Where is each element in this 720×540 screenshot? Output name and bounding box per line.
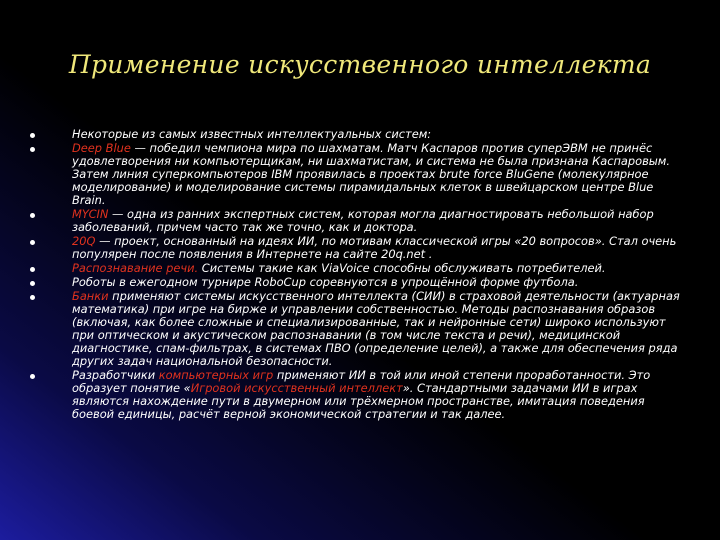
list-item — [28, 235, 690, 261]
list-item — [28, 290, 690, 368]
item-text: Роботы в ежегодном турнире RoboCup соревнуются в упрощённой форме футбола. — [72, 275, 579, 289]
list-item — [28, 142, 690, 207]
item-text: Некоторые из самых известных интеллектуальных систем: — [72, 127, 432, 141]
highlight-term: Распознавание речи. — [72, 261, 199, 275]
item-text: применяют ИИ в той или иной степени проработанности. Это образует понятие « — [72, 368, 651, 395]
bullet-dot-icon — [30, 213, 35, 218]
list-item — [28, 369, 690, 421]
list-item — [28, 276, 690, 289]
highlight-term: Deep Blue — [72, 141, 131, 155]
bullet-dot-icon — [30, 374, 35, 379]
highlight-term: Игровой искусственный интеллект — [190, 381, 403, 395]
bullet-dot-icon — [30, 240, 35, 245]
bullet-dot-icon — [30, 133, 35, 138]
bullet-dot-icon — [30, 295, 35, 300]
item-text: — проект, основанный на идеях ИИ, по мотивам классической игры «20 вопросов». Стал очень популярен после появления в Интернете на сайте 20q.net . — [72, 234, 677, 261]
item-text: ». Стандартными задачами ИИ в играх являются нахождение пути в двумерном или трёхмерном пространстве, имитация поведения боевой единицы, расчёт верной экономической стратегии и так далее. — [72, 381, 645, 421]
item-text: — победил чемпиона мира по шахматам. Матч Каспаров против суперЭВМ не принёс удовлетворения ни компьютерщикам, ни шахматистам, и система не была признана Каспаровым. Затем линия суперкомпьютеров IBM проявилась в проектах brute force BluGene (молекулярное моделирование) и моделирование системы пирамидальных клеток в швейцарском центре Blue Brain. — [72, 141, 671, 207]
bullet-dot-icon — [30, 281, 35, 286]
highlight-term: компьютерных игр — [158, 368, 274, 382]
highlight-term: Банки — [72, 289, 109, 303]
item-text: — одна из ранних экспертных систем, которая могла диагностировать небольшой набор заболеваний, причем часто так же точно, как и доктора. — [72, 207, 654, 234]
list-item — [28, 208, 690, 234]
item-text: Системы такие как ViaVoice способны обслуживать потребителей. — [198, 261, 606, 275]
item-text: применяют системы искусственного интеллекта (СИИ) в страховой деятельности (актуарная математика) при игре на бирже и управлении собственностью. Методы распознавания образов (включая, как более сложные и специализированные, так и нейронные сети) широко используют при оптическом и акустическом распознавании (в том числе текста и речи), медицинской диагностике, спам-фильтрах, в системах ПВО (определение целей), а также для обеспечения ряда других задач национальной безопасности. — [72, 289, 680, 368]
list-item — [28, 262, 690, 275]
highlight-term: 20Q — [72, 234, 96, 248]
slide-title: Применение искусственного интеллекта — [68, 50, 652, 79]
bullet-dot-icon — [30, 267, 35, 272]
bullet-list — [28, 128, 690, 422]
highlight-term: MYCIN — [72, 207, 109, 221]
list-item — [28, 128, 690, 141]
bullet-dot-icon — [30, 147, 35, 152]
item-text: Разработчики — [72, 368, 159, 382]
